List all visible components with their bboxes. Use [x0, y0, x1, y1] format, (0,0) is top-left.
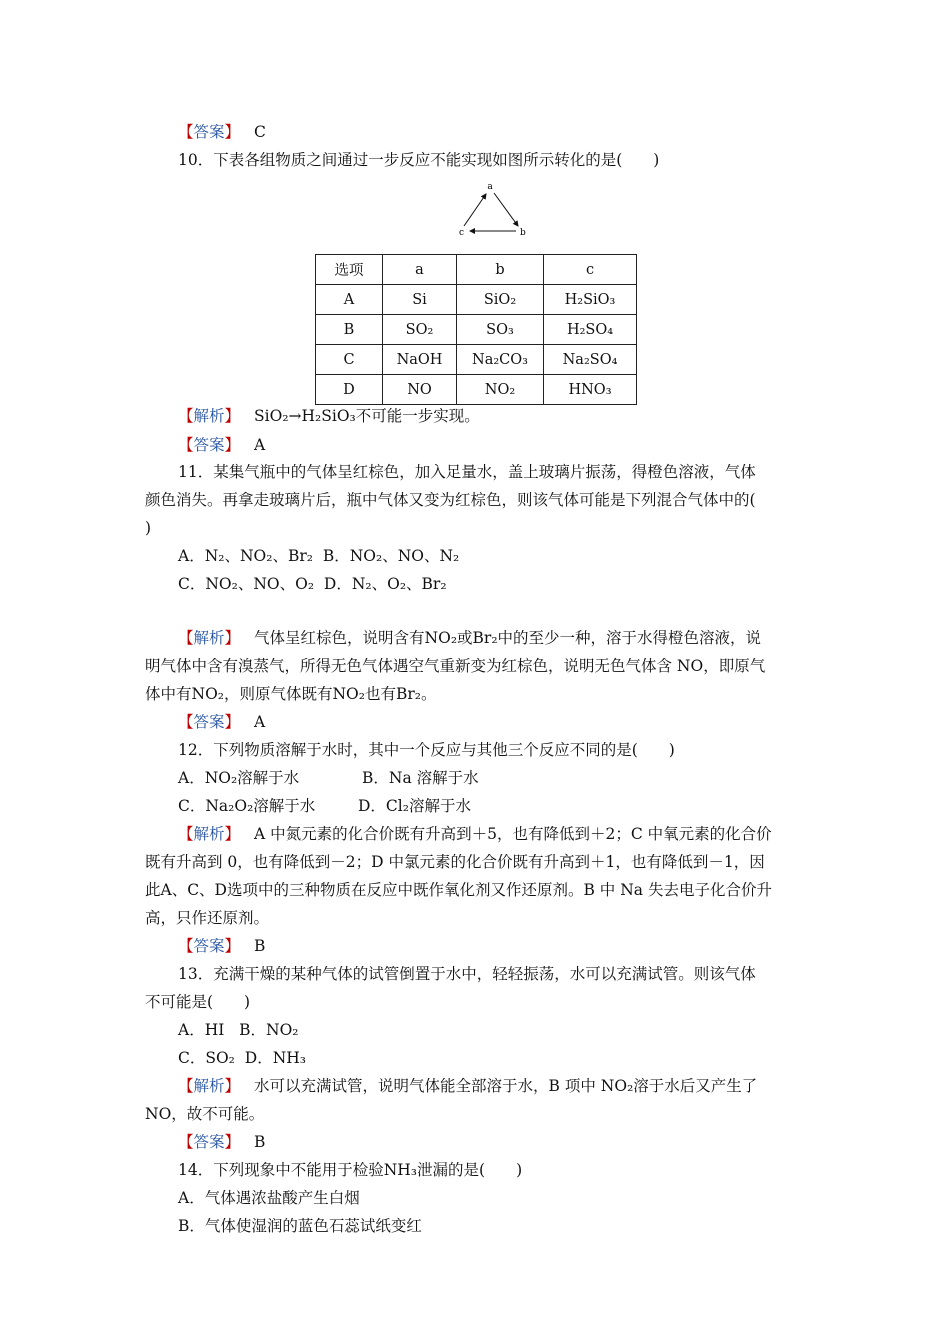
q13-options-row — [178, 1048, 306, 1068]
analysis-tag: 【解析】 — [178, 1077, 241, 1095]
option-a: A．N₂、NO₂、Br₂ — [178, 547, 313, 565]
q11-stem-line: ) — [145, 519, 152, 537]
q9-answer-line — [178, 122, 266, 142]
table-row — [316, 285, 637, 315]
table-cell: HNO₃ — [544, 375, 637, 405]
analysis-tag: 【解析】 — [178, 407, 241, 425]
option-d: D．NH₃ — [244, 1049, 306, 1067]
q10-stem: 10．下表各组物质之间通过一步反应不能实现如图所示转化的是( ) — [178, 151, 660, 169]
q10-conversion-diagram — [450, 180, 540, 242]
table-cell: H₂SiO₃ — [544, 285, 637, 315]
q11-options-row — [178, 546, 459, 566]
table-cell: SO₃ — [457, 315, 544, 345]
q11-analysis-line: 体中有NO₂，则原气体既有NO₂也有Br₂。 — [145, 685, 437, 703]
table-cell: D — [316, 375, 383, 405]
q13-analysis-line: NO，故不可能。 — [145, 1105, 265, 1123]
option-d: D．Cl₂溶解于水 — [358, 797, 471, 815]
table-row — [316, 315, 637, 345]
table-header: 选项 — [316, 255, 383, 285]
q11-options-row — [178, 574, 447, 594]
q11-stem-line: 11．某集气瓶中的气体呈红棕色，加入足量水，盖上玻璃片振荡，得橙色溶液，气体 — [178, 463, 756, 481]
q10-analysis-line — [178, 406, 480, 426]
answer-tag: 【答案】 — [178, 436, 241, 454]
option-c: C．NO₂、NO、O₂ — [178, 575, 315, 593]
analysis-tag: 【解析】 — [178, 825, 241, 843]
diagram-node-c: c — [459, 228, 465, 238]
option-b: B．NO₂、NO、N₂ — [322, 547, 460, 565]
table-cell: SO₂ — [383, 315, 457, 345]
q11-analysis-line: 明气体中含有溴蒸气，所得无色气体遇空气重新变为红棕色，说明无色气体含 NO，即原气 — [145, 657, 766, 675]
table-cell: NaOH — [383, 345, 457, 375]
option-d: D．N₂、O₂、Br₂ — [323, 575, 447, 593]
arrow-c-to-a — [464, 194, 486, 226]
q13-stem-line: 13．充满干燥的某种气体的试管倒置于水中，轻轻振荡，水可以充满试管。则该气体 — [178, 965, 756, 983]
q12-options-row — [178, 796, 471, 816]
table-cell: C — [316, 345, 383, 375]
answer-tag: 【答案】 — [178, 713, 241, 731]
analysis-tag: 【解析】 — [178, 629, 241, 647]
q13-analysis-line — [178, 1076, 757, 1096]
q13-stem-line: 不可能是( ) — [145, 993, 251, 1011]
option-b: B．NO₂ — [239, 1021, 299, 1039]
table-row — [316, 345, 637, 375]
q12-analysis-line: 高，只作还原剂。 — [145, 909, 270, 927]
answer-tag: 【答案】 — [178, 937, 241, 955]
table-cell: B — [316, 315, 383, 345]
analysis-text: 水可以充满试管，说明气体能全部溶于水，B 项中 NO₂溶于水后又产生了 — [254, 1077, 758, 1095]
answer-value: A — [254, 713, 266, 731]
q12-analysis-line — [178, 824, 772, 844]
option-a: A．HI — [178, 1021, 225, 1039]
q12-analysis-line: 既有升高到 0，也有降低到－2；D 中氯元素的化合价既有升高到＋1，也有降低到－1，因 — [145, 853, 765, 871]
q11-answer-line — [178, 712, 265, 732]
q11-analysis-line — [178, 628, 761, 648]
table-cell: Na₂SO₄ — [544, 345, 637, 375]
answer-tag: 【答案】 — [178, 123, 241, 141]
q12-answer-line — [178, 936, 265, 956]
option-a: A．NO₂溶解于水 — [178, 769, 300, 787]
table-cell: Si — [383, 285, 457, 315]
answer-value: B — [254, 937, 266, 955]
q12-analysis-line: 此A、C、D选项中的三种物质在反应中既作氧化剂又作还原剂。B 中 Na 失去电子化合价升 — [145, 881, 772, 899]
option-b: B．Na 溶解于水 — [362, 769, 479, 787]
arrow-a-to-b — [494, 193, 518, 226]
table-cell: SiO₂ — [457, 285, 544, 315]
table-header: c — [544, 255, 637, 285]
answer-value: C — [254, 123, 266, 141]
answer-tag: 【答案】 — [178, 1133, 241, 1151]
diagram-node-b: b — [520, 228, 526, 238]
table-row — [316, 375, 637, 405]
table-cell: NO₂ — [457, 375, 544, 405]
analysis-text: A 中氮元素的化合价既有升高到＋5，也有降低到＋2；C 中氧元素的化合价 — [254, 825, 772, 843]
table-header: b — [457, 255, 544, 285]
q10-answer-line — [178, 435, 265, 455]
analysis-text: 气体呈红棕色，说明含有NO₂或Br₂中的至少一种，溶于水得橙色溶液，说 — [254, 629, 762, 647]
q12-options-row — [178, 768, 479, 788]
q10-table — [315, 254, 637, 405]
table-cell: H₂SO₄ — [544, 315, 637, 345]
analysis-text: SiO₂→H₂SiO₃不可能一步实现。 — [254, 407, 480, 425]
answer-value: B — [254, 1133, 266, 1151]
q14-option-b: B．气体使湿润的蓝色石蕊试纸变红 — [178, 1217, 422, 1235]
table-cell: A — [316, 285, 383, 315]
q11-stem-line: 颜色消失。再拿走玻璃片后，瓶中气体又变为红棕色，则该气体可能是下列混合气体中的( — [145, 491, 756, 509]
q13-options-row — [178, 1020, 299, 1040]
table-cell: Na₂CO₃ — [457, 345, 544, 375]
q12-stem: 12．下列物质溶解于水时，其中一个反应与其他三个反应不同的是( ) — [178, 741, 675, 759]
option-c: C．SO₂ — [178, 1049, 235, 1067]
q14-stem: 14．下列现象中不能用于检验NH₃泄漏的是( ) — [178, 1161, 523, 1179]
diagram-node-a: a — [487, 182, 493, 192]
option-c: C．Na₂O₂溶解于水 — [178, 797, 316, 815]
table-header-row — [316, 255, 637, 285]
q14-option-a: A．气体遇浓盐酸产生白烟 — [178, 1189, 360, 1207]
q13-answer-line — [178, 1132, 265, 1152]
answer-value: A — [254, 436, 266, 454]
table-cell: NO — [383, 375, 457, 405]
table-header: a — [383, 255, 457, 285]
